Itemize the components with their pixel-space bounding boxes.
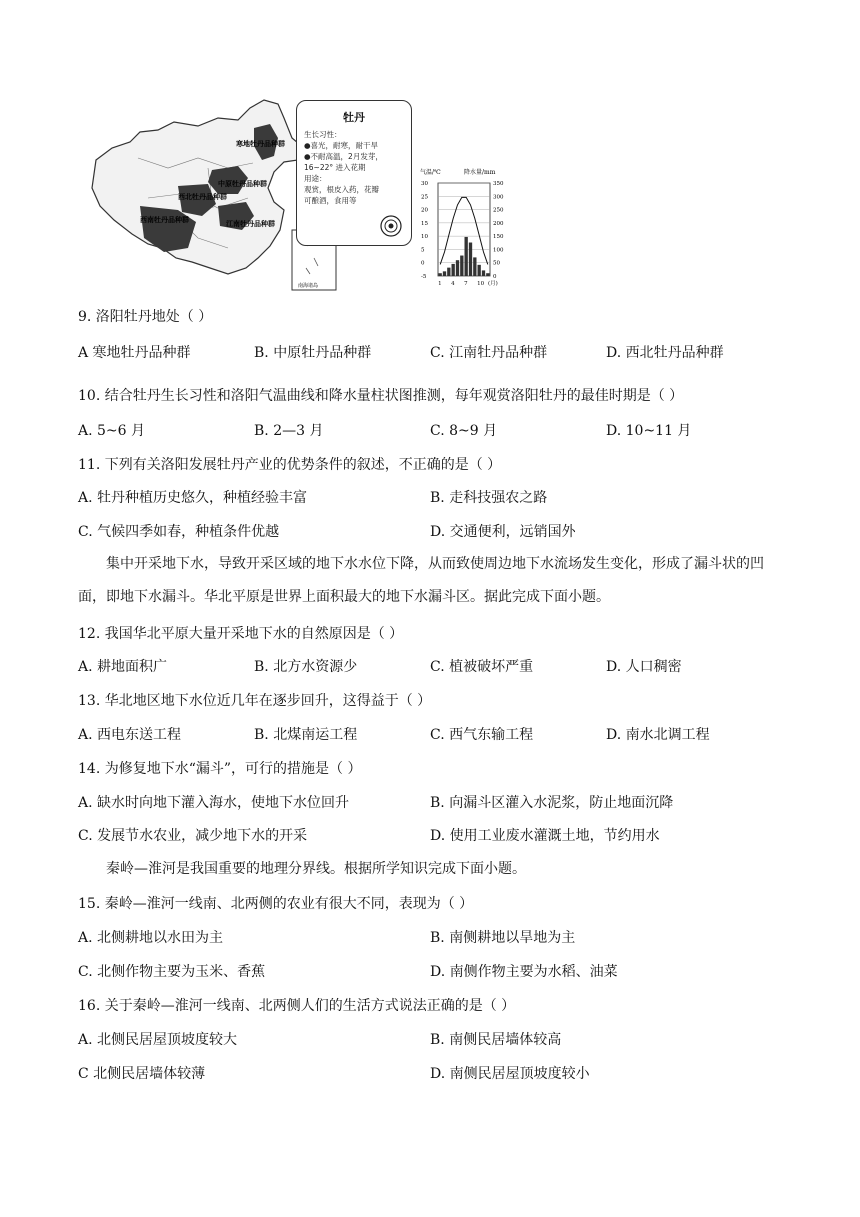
q9-option-c[interactable]: C. 江南牡丹品种群 — [430, 345, 548, 361]
month-tick-label: (月) — [488, 281, 498, 287]
q9-option-d[interactable]: D. 西北牡丹品种群 — [606, 345, 724, 361]
q11-option-a[interactable]: A. 牡丹种植历史悠久，种植经验丰富 — [78, 490, 308, 506]
q15-option-a[interactable]: A. 北侧耕地以水田为主 — [78, 930, 224, 946]
precip-bar — [447, 268, 450, 276]
temp-tick-label: 30 — [421, 181, 428, 187]
label-cold: 寒地牡丹品种群 — [236, 140, 285, 148]
q12-option-b[interactable]: B. 北方水资源少 — [254, 659, 358, 675]
month-tick-label: 4 — [451, 281, 455, 287]
climate-svg — [420, 165, 526, 293]
card-use-1: 观赏，根皮入药，花瓣 — [304, 185, 379, 194]
precip-bar — [452, 264, 455, 276]
precip-tick-label: 200 — [493, 220, 504, 227]
precip-tick-label: 0 — [493, 274, 497, 280]
precip-tick-label: 300 — [493, 194, 504, 201]
q13-option-c[interactable]: C. 西气东输工程 — [430, 727, 534, 743]
q11-option-d[interactable]: D. 交通便利，远销国外 — [430, 524, 576, 540]
precip-bar — [465, 237, 468, 276]
q10-option-b[interactable]: B. 2—3 月 — [254, 423, 324, 439]
precip-bar — [456, 260, 459, 276]
q13-option-a[interactable]: A. 西电东送工程 — [78, 727, 182, 743]
precip-bar — [443, 271, 446, 276]
precip-bar — [469, 243, 472, 276]
peony-flower-icon — [377, 213, 405, 239]
card-title: 牡丹 — [343, 111, 365, 124]
q13-option-b[interactable]: B. 北煤南运工程 — [254, 727, 358, 743]
q10-stem: 10. 结合牡丹生长习性和洛阳气温曲线和降水量柱状图推测，每年观赏洛阳牡丹的最佳时期是（ ） — [78, 388, 684, 404]
q13-option-d[interactable]: D. 南水北调工程 — [606, 727, 710, 743]
label-southwest: 西南牡丹品种群 — [140, 216, 189, 224]
q15-option-c[interactable]: C. 北侧作物主要为玉米、香蕉 — [78, 964, 266, 980]
q16-stem: 16. 关于秦岭—淮河一线南、北两侧人们的生活方式说法正确的是（ ） — [78, 998, 516, 1014]
peony-info-card — [296, 100, 412, 246]
q11-stem: 11. 下列有关洛阳发展牡丹产业的优势条件的叙述，不正确的是（ ） — [78, 457, 502, 473]
q14-option-a[interactable]: A. 缺水时向地下灌入海水，使地下水位回升 — [78, 795, 350, 811]
precip-bar — [478, 265, 481, 276]
q14-option-d[interactable]: D. 使用工业废水灌溉土地，节约用水 — [430, 828, 660, 844]
q16-option-a[interactable]: A. 北侧民居屋顶坡度较大 — [78, 1032, 238, 1048]
q9-stem: 9. 洛阳牡丹地处（ ） — [78, 309, 213, 325]
q9-option-b[interactable]: B. 中原牡丹品种群 — [254, 345, 372, 361]
temp-tick-label: 0 — [421, 260, 425, 267]
precip-bar — [460, 256, 463, 276]
temp-axis-label: 气温/℃ — [420, 169, 441, 176]
q12-option-c[interactable]: C. 植被破坏严重 — [430, 659, 534, 675]
month-tick-label: 7 — [464, 281, 468, 287]
month-tick-label: 10 — [477, 281, 485, 287]
q12-stem: 12. 我国华北平原大量开采地下水的自然原因是（ ） — [78, 626, 404, 642]
card-use-title: 用途： — [304, 174, 327, 183]
precip-tick-label: 100 — [493, 247, 504, 254]
label-northwest: 西北牡丹品种群 — [178, 193, 227, 201]
temp-tick-label: 25 — [421, 194, 428, 201]
passage-groundwater: 集中开采地下水，导致开采区域的地下水水位下降，从而致使周边地下水流场发生变化，形成了漏斗状的凹面，即地下水漏斗。华北平原是世界上面积最大的地下水漏斗区。据此完成下面小题。 — [78, 556, 764, 605]
label-jiangnan: 江南牡丹品种群 — [226, 220, 275, 228]
q14-option-b[interactable]: B. 向漏斗区灌入水泥浆，防止地面沉降 — [430, 795, 674, 811]
q10-option-c[interactable]: C. 8~9 月 — [430, 423, 498, 439]
q10-option-d[interactable]: D. 10~11 月 — [606, 423, 692, 439]
card-habit-title: 生长习性： — [304, 130, 342, 139]
precip-tick-label: 350 — [493, 181, 504, 187]
q15-option-d[interactable]: D. 南侧作物主要为水稻、油菜 — [430, 964, 618, 980]
precip-bar — [439, 273, 442, 276]
temp-tick-label: 20 — [421, 207, 428, 214]
label-central: 中原牡丹品种群 — [218, 180, 267, 188]
card-habit-1: ●喜光，耐寒，耐干旱 — [304, 141, 379, 150]
temp-tick-label: 10 — [421, 234, 428, 241]
label-inset: 南海诸岛 — [298, 283, 319, 289]
passage-qinling: 秦岭—淮河是我国重要的地理分界线。根据所学知识完成下面小题。 — [106, 861, 526, 877]
precip-tick-label: 50 — [493, 260, 500, 267]
q16-option-b[interactable]: B. 南侧民居墙体较高 — [430, 1032, 562, 1048]
temp-tick-label: 15 — [421, 220, 428, 227]
precip-tick-label: 250 — [493, 207, 504, 214]
q11-option-c[interactable]: C. 气候四季如春，种植条件优越 — [78, 524, 280, 540]
q11-option-b[interactable]: B. 走科技强农之路 — [430, 490, 548, 506]
month-tick-label: 1 — [438, 281, 442, 287]
q9-option-a[interactable]: A 寒地牡丹品种群 — [78, 345, 191, 361]
precip-bar — [486, 273, 489, 276]
temp-tick-label: -5 — [421, 274, 427, 280]
precip-axis-label: 降水量/mm — [464, 169, 496, 176]
precip-bar — [473, 257, 476, 276]
q13-stem: 13. 华北地区地下水位近几年在逐步回升，这得益于（ ） — [78, 693, 432, 709]
q14-stem: 14. 为修复地下水“漏斗”，可行的措施是（ ） — [78, 761, 362, 777]
card-habit-3: 16~22° 进入花期 — [304, 163, 366, 172]
card-habit-2: ●不耐高温，2月发芽， — [304, 152, 383, 161]
climate-chart — [420, 165, 526, 293]
q12-option-d[interactable]: D. 人口稠密 — [606, 659, 682, 675]
q14-option-c[interactable]: C. 发展节水农业，减少地下水的开采 — [78, 828, 308, 844]
q10-option-a[interactable]: A. 5~6 月 — [78, 423, 146, 439]
precip-tick-label: 150 — [493, 234, 504, 241]
q16-option-c[interactable]: C 北侧民居墙体较薄 — [78, 1066, 206, 1082]
q15-option-b[interactable]: B. 南侧耕地以旱地为主 — [430, 930, 576, 946]
q15-stem: 15. 秦岭—淮河一线南、北两侧的农业有很大不同，表现为（ ） — [78, 896, 474, 912]
q16-option-d[interactable]: D. 南侧民居屋顶坡度较小 — [430, 1066, 590, 1082]
temp-tick-label: 5 — [421, 247, 425, 254]
precip-bar — [482, 270, 485, 276]
temperature-curve — [440, 197, 488, 264]
q12-option-a[interactable]: A. 耕地面积广 — [78, 659, 168, 675]
card-use-2: 可酿酒，食用等 — [304, 196, 357, 205]
